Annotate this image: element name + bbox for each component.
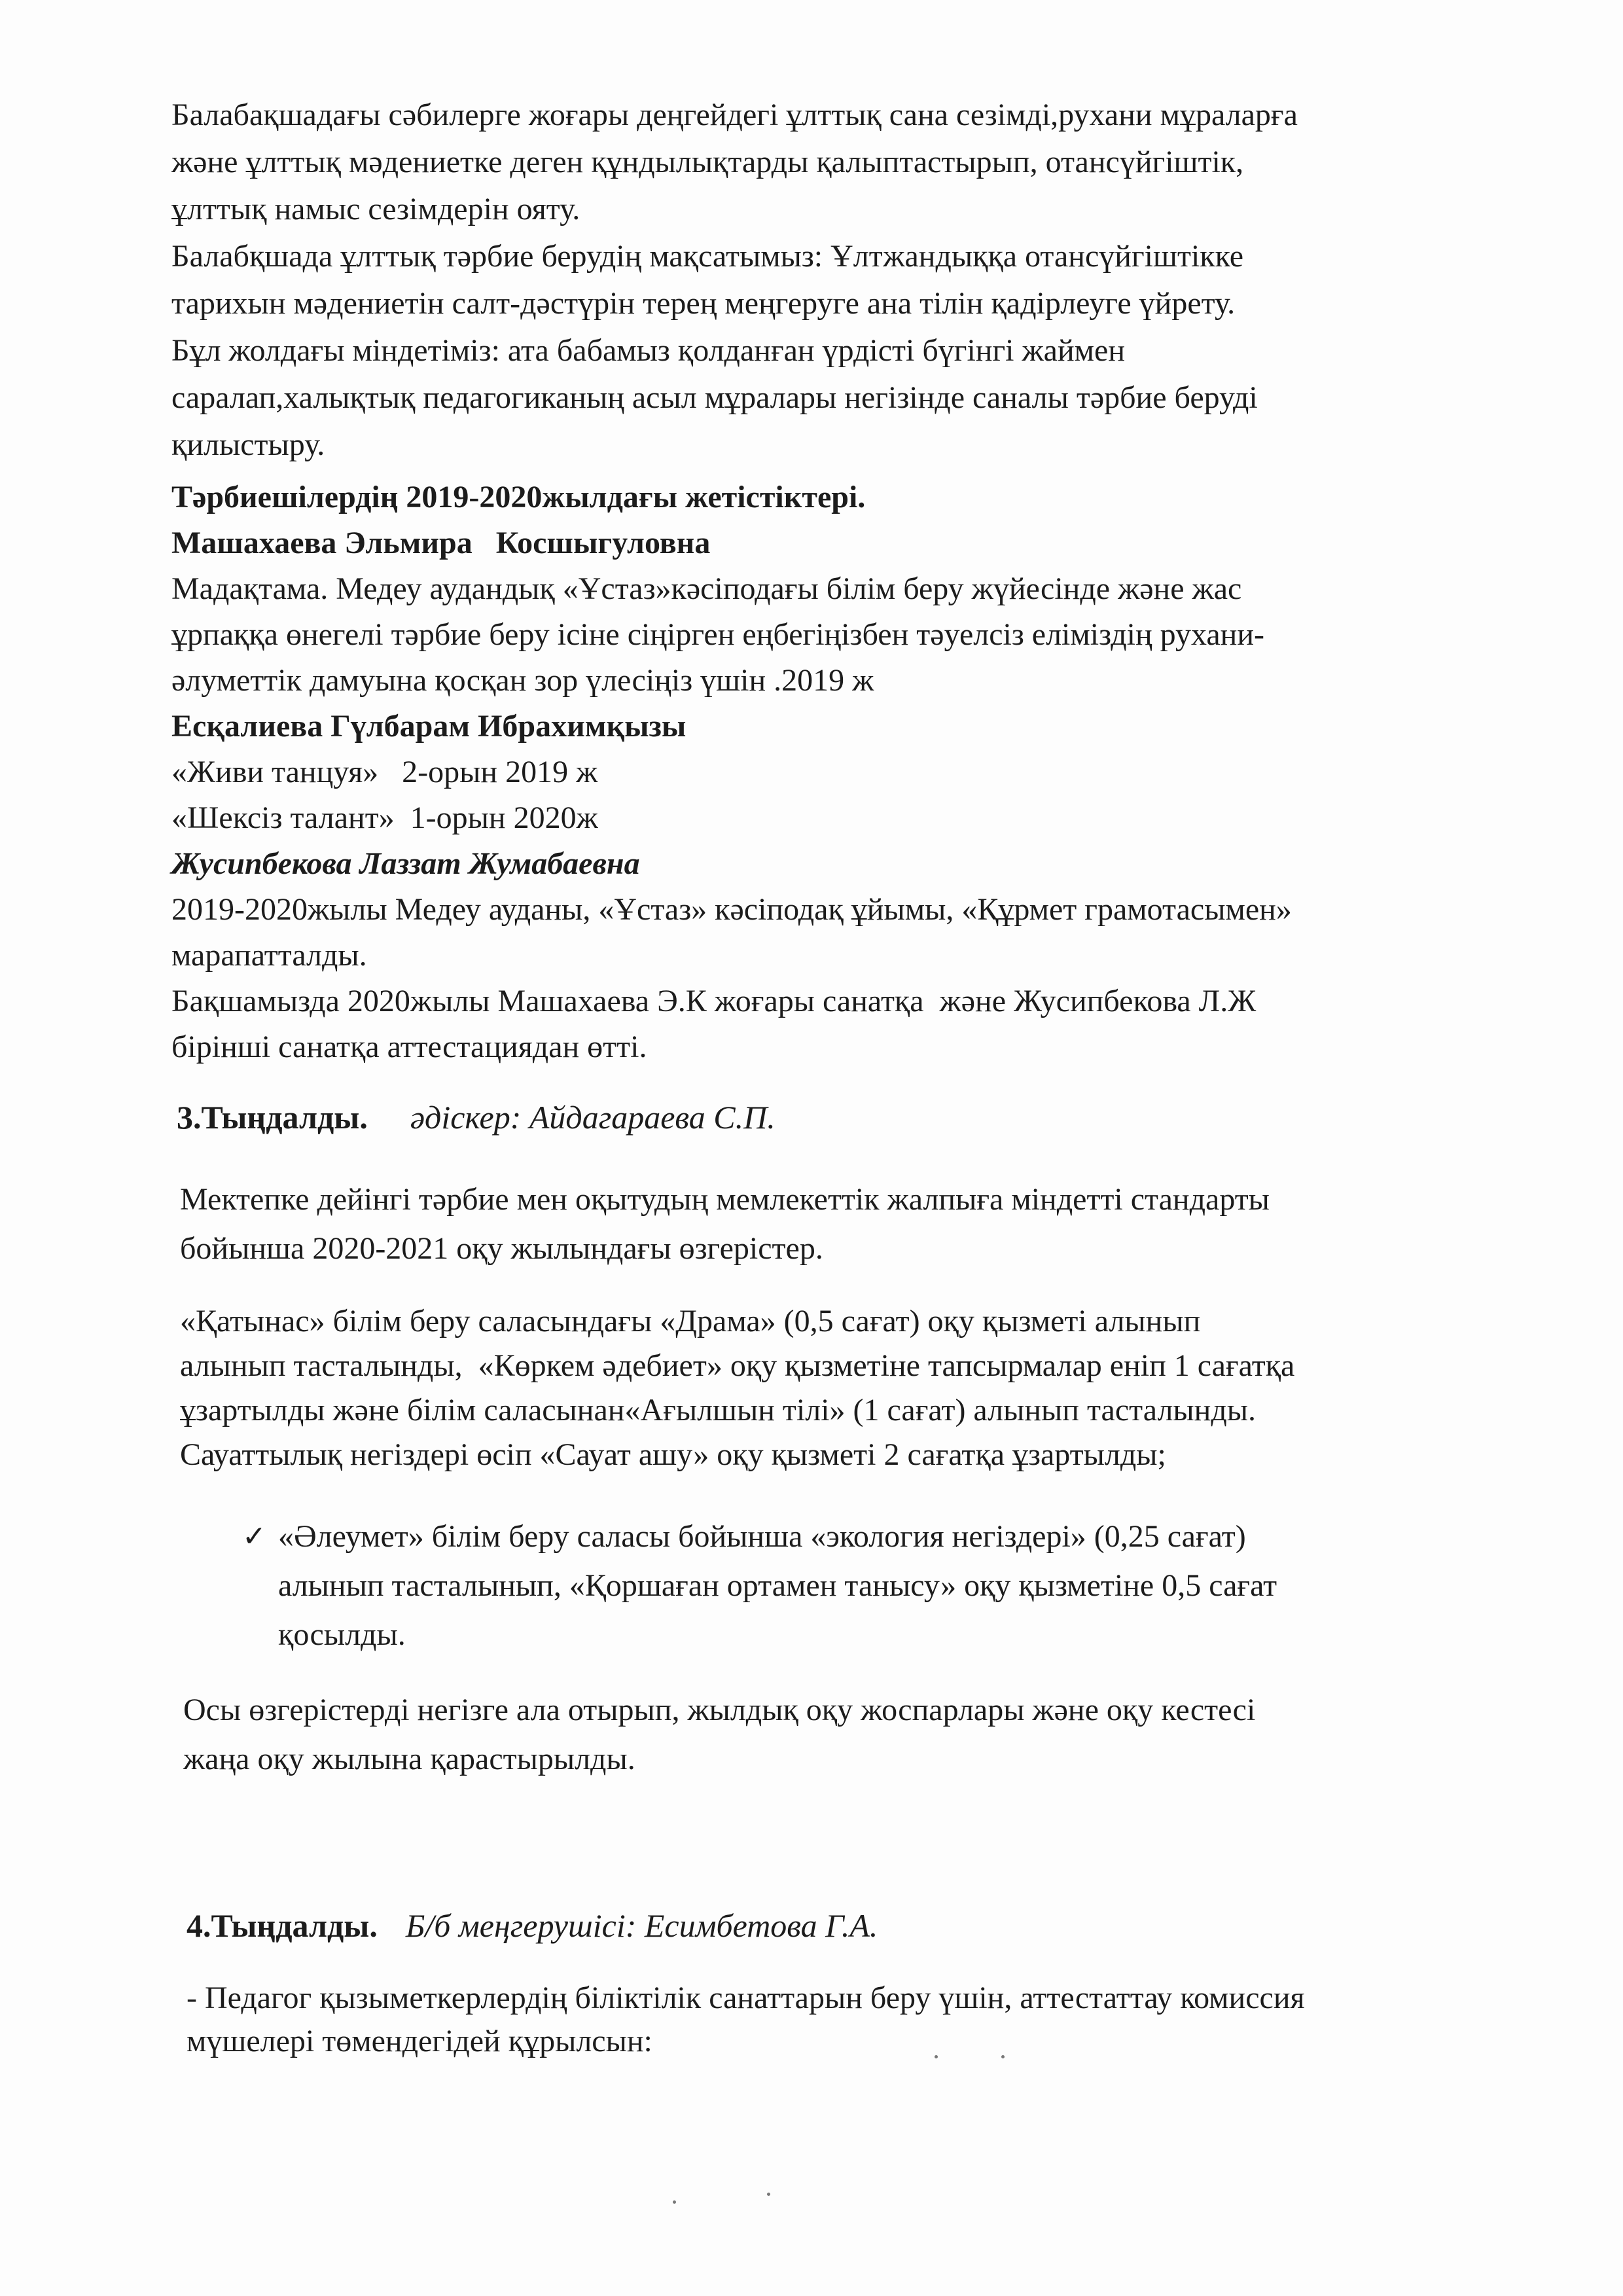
section-3-paragraph: [180, 1299, 1594, 1477]
person-achievement-line: бірінші санатқа аттестациядан өтті.: [171, 1030, 647, 1064]
section-number: 3.Тыңдалды.: [177, 1099, 368, 1136]
section-4-paragraph: [187, 1977, 1600, 2063]
checklist-line: алынып тасталынып, «Қоршаған ортамен танысу» оқу қызметіне 0,5 сағат: [278, 1568, 1277, 1603]
intro-line: тарихын мәдениетін салт-дәстүрін терең меңгеруге ана тілін қадірлеуге үйрету.: [171, 286, 1236, 321]
paragraph-line: - Педагог қызыметкерлердің біліктілік санаттарын беру үшін, аттестаттау комиссия: [187, 1981, 1305, 2015]
person-name: Есқалиева Гүлбарам Ибрахимқызы: [171, 709, 687, 744]
checkmark-icon: ✓: [242, 1520, 266, 1553]
intro-line: Балабақшадағы сәбилерге жоғары деңгейдегі ұлттық сана сезімді,рухани мұраларға: [171, 98, 1298, 132]
intro-line: ұлттық намыс сезімдерін ояту.: [171, 192, 580, 226]
section-3-heading: [177, 1093, 1590, 1142]
scan-speck: [673, 2200, 676, 2204]
checklist-item: [242, 1512, 1620, 1659]
section-speaker: әдіскер: Айдагараева С.П.: [410, 1099, 776, 1136]
intro-line: қилыстыру.: [171, 427, 325, 462]
section-3-paragraph: [183, 1685, 1597, 1784]
person-achievement-line: әлуметтік дамуына қосқан зор үлесіңіз үшін .2019 ж: [171, 663, 874, 698]
paragraph-line: алынып тасталынды, «Көркем әдебиет» оқу қызметіне тапсырмалар еніп 1 сағатқа: [180, 1348, 1295, 1383]
scan-speck: [767, 2193, 770, 2196]
intro-line: және ұлттық мәдениетке деген құндылықтарды қалыптастырып, отансүйгіштік,: [171, 145, 1244, 179]
paragraph-line: ұзартылды және білім саласынан«Ағылшын тілі» (1 сағат) алынып тасталынды.: [180, 1393, 1256, 1427]
intro-line: Балабқшада ұлттық тәрбие берудің мақсатымыз: Ұлтжандыққа отансүйгіштікке: [171, 239, 1244, 274]
intro-line: саралап,халықтық педагогиканың асыл мұралары негізінде саналы тәрбие беруді: [171, 380, 1258, 415]
person-achievement-line: «Шексіз талант» 1-орын 2020ж: [171, 800, 598, 835]
person-name: Жусипбекова Лаззат Жумабаевна: [171, 846, 640, 881]
section-number: 4.Тыңдалды.: [187, 1907, 378, 1944]
person-achievement-line: 2019-2020жылы Медеу ауданы, «Ұстаз» кәсіподақ ұйымы, «Құрмет грамотасымен»: [171, 892, 1292, 927]
intro-paragraph: [171, 92, 1585, 469]
section-4-heading: [187, 1901, 1600, 1950]
paragraph-line: «Қатынас» білім беру саласындағы «Драма» (0,5 сағат) оқу қызметі алынып: [180, 1304, 1201, 1338]
paragraph-line: жаңа оқу жылына қарастырылды.: [183, 1742, 635, 1776]
person-achievement-line: ұрпаққа өнегелі тәрбие беру ісіне сіңірген еңбегіңізбен тәуелсіз еліміздің рухани-: [171, 617, 1265, 652]
scan-speck: [1001, 2055, 1005, 2058]
paragraph-line: мүшелері төмендегідей құрылсын:: [187, 2024, 652, 2058]
checklist-line: қосылды.: [278, 1617, 406, 1652]
achievements-section: [171, 475, 1585, 1070]
paragraph-line: бойынша 2020-2021 оқу жылындағы өзгерістер.: [180, 1231, 823, 1266]
person-name: Машахаева Эльмира Косшыгуловна: [171, 526, 711, 560]
paragraph-line: Осы өзгерістерді негізге ала отырып, жылдық оқу жоспарлары және оқу кестесі: [183, 1693, 1256, 1727]
person-achievement-line: Бақшамызда 2020жылы Машахаева Э.К жоғары санатқа және Жусипбекова Л.Ж: [171, 984, 1257, 1018]
person-achievement-line: Мадақтама. Медеу аудандық «Ұстаз»кәсіподағы білім беру жүйесінде және жас: [171, 571, 1242, 606]
person-achievement-line: «Живи танцуя» 2-орын 2019 ж: [171, 755, 598, 789]
section-speaker: Б/б меңгерушісі: Есимбетова Г.А.: [405, 1907, 878, 1944]
checklist-line: «Әлеумет» білім беру саласы бойынша «экология негіздері» (0,25 сағат): [278, 1519, 1246, 1554]
section-3-paragraph: [180, 1175, 1594, 1273]
scan-speck: [935, 2055, 938, 2058]
paragraph-line: Сауаттылық негіздері өсіп «Сауат ашу» оқу қызметі 2 сағатқа ұзартылды;: [180, 1437, 1166, 1472]
achievements-heading: Тәрбиешілердің 2019-2020жылдағы жетістіктері.: [171, 480, 866, 514]
person-achievement-line: марапатталды.: [171, 938, 367, 973]
paragraph-line: Мектепке дейінгі тәрбие мен оқытудың мемлекеттік жалпыға міндетті стандарты: [180, 1182, 1270, 1217]
intro-line: Бұл жолдағы міндетіміз: ата бабамыз қолданған үрдісті бүгінгі жаймен: [171, 333, 1126, 368]
